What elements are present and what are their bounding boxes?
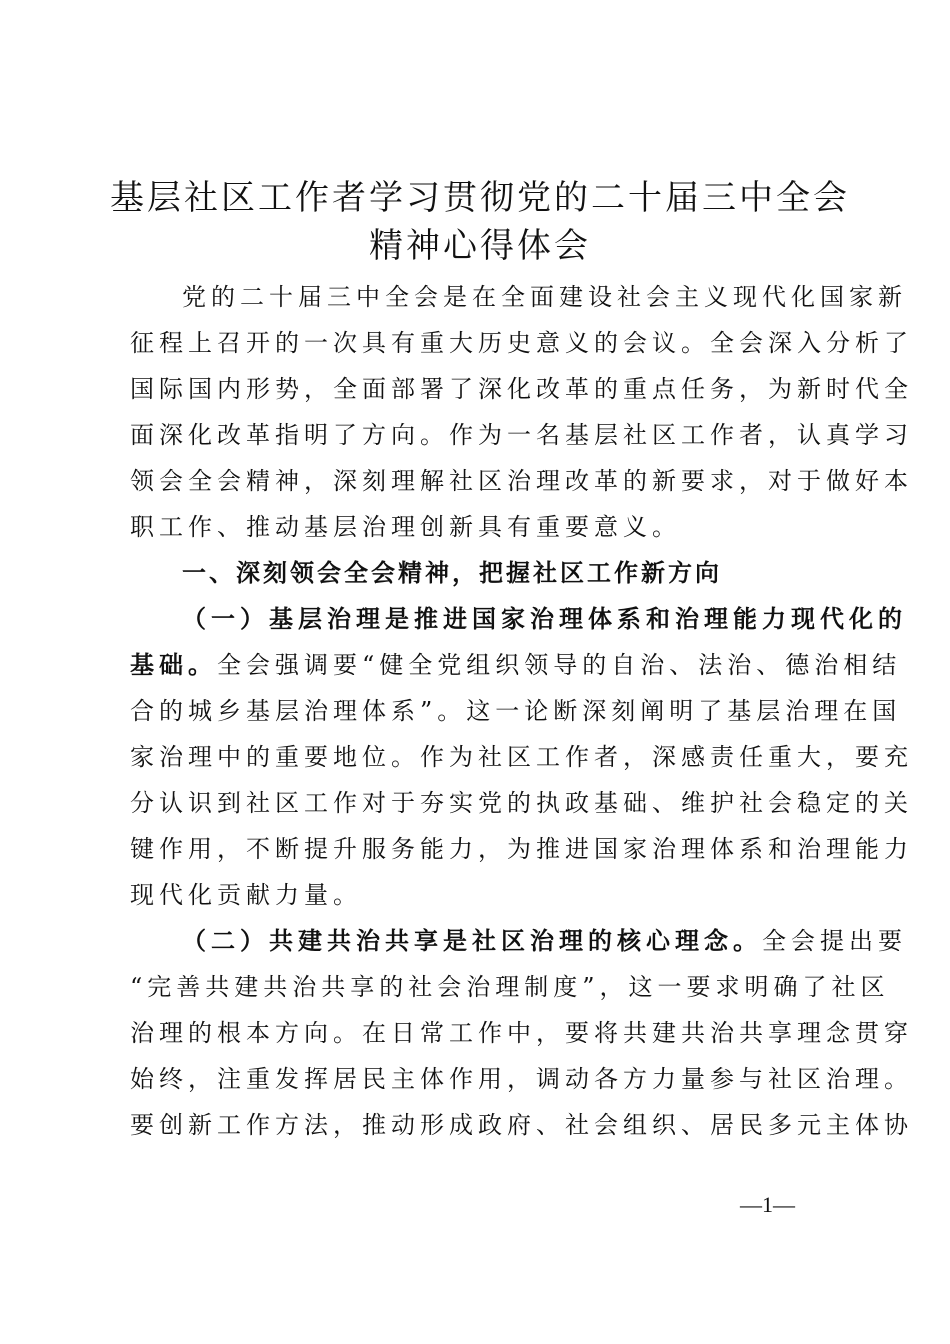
document-title-line2: 精神心得体会 [369, 226, 591, 266]
section-heading: 一、深刻领会全会精神，把握社区工作新方向 [182, 559, 722, 587]
subsection-1-line: 分认识到社区工作对于夯实党的执政基础、维护社会稳定的关 [130, 789, 913, 817]
subsection-2-heading: （二）共建共治共享是社区治理的核心理念。 [182, 926, 762, 955]
subsection-2-text: 全会提出要 [762, 927, 907, 955]
intro-line: 职工作、推动基层治理创新具有重要意义。 [130, 513, 681, 541]
subsection-1-line: 合的城乡基层治理体系”。这一论断深刻阐明了基层治理在国 [130, 697, 902, 725]
subsection-1-heading: （一）基层治理是推进国家治理体系和治理能力现代化的 [182, 604, 907, 633]
subsection-2-line: “完善共建共治共享的社会治理制度”，这一要求明确了社区 [130, 973, 890, 1001]
intro-line: 国际国内形势，全面部署了深化改革的重点任务，为新时代全 [130, 375, 913, 403]
subsection-1-heading-end: 基础。 [130, 650, 217, 679]
intro-line: 党的二十届三中全会是在全面建设社会主义现代化国家新 [182, 283, 907, 311]
subsection-1-line [130, 642, 902, 688]
subsection-1-line: 现代化贡献力量。 [130, 881, 362, 909]
subsection-2-line: 要创新工作方法，推动形成政府、社会组织、居民多元主体协 [130, 1111, 913, 1139]
intro-line: 征程上召开的一次具有重大历史意义的会议。全会深入分析了 [130, 329, 913, 357]
subsection-1-line: 键作用，不断提升服务能力，为推进国家治理体系和治理能力 [130, 835, 913, 863]
subsection-2-line [130, 918, 907, 964]
intro-line: 面深化改革指明了方向。作为一名基层社区工作者，认真学习 [130, 421, 913, 449]
page-number: —1— [740, 1192, 795, 1217]
document-body [130, 274, 913, 1148]
intro-line: 领会全会精神，深刻理解社区治理改革的新要求，对于做好本 [130, 467, 913, 495]
subsection-2-line: 始终，注重发挥居民主体作用，调动各方力量参与社区治理。 [130, 1065, 913, 1093]
document-title-line1: 基层社区工作者学习贯彻党的二十届三中全会 [110, 178, 850, 218]
subsection-1-text: 全会强调要“健全党组织领导的自治、法治、德治相结 [217, 651, 902, 679]
subsection-1-line: 家治理中的重要地位。作为社区工作者，深感责任重大，要充 [130, 743, 913, 771]
subsection-2-line: 治理的根本方向。在日常工作中，要将共建共治共享理念贯穿 [130, 1019, 913, 1047]
